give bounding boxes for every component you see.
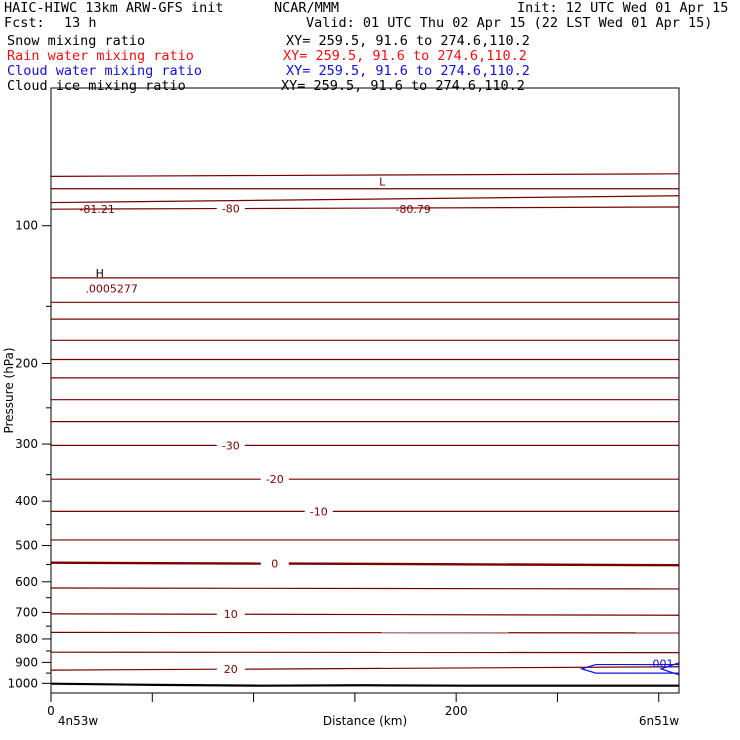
y-axis-label: Pressure (hPa) — [2, 347, 16, 434]
isotherm-line — [51, 588, 679, 589]
isotherm-line — [245, 667, 679, 669]
fcst-label: Fcst: — [4, 15, 45, 31]
x-start-location: 4n53w — [57, 714, 99, 728]
chart-annotations — [51, 175, 679, 685]
isotherm-label: 0 — [271, 557, 279, 571]
x-tick-label: 0 — [47, 704, 55, 718]
field-snow-name: Snow mixing ratio — [7, 33, 146, 49]
field-cloudice-xy: XY= 259.5, 91.6 to 274.6,110.2 — [281, 78, 525, 94]
x-tick-label: 200 — [444, 704, 468, 718]
isotherm-label: -30 — [221, 439, 240, 453]
field-cloudwater-xy: XY= 259.5, 91.6 to 274.6,110.2 — [286, 63, 530, 79]
init-time: Init: 12 UTC Wed 01 Apr 15 — [517, 0, 729, 16]
isotherm-line — [245, 207, 679, 209]
terrain-surface — [51, 684, 679, 686]
model-title: HAIC-HIWC 13km ARW-GFS init — [4, 0, 224, 16]
x-axis-label: Distance (km) — [322, 714, 408, 728]
isotherm-line — [51, 632, 679, 633]
isotherm-line — [51, 174, 679, 177]
y-tick-label: 600 — [15, 574, 38, 589]
x-end-location: 6n51w — [638, 714, 680, 728]
y-tick-label: 200 — [15, 356, 38, 371]
isotherm-line — [245, 614, 679, 615]
field-rain-name: Rain water mixing ratio — [7, 48, 194, 64]
isotherm-line — [51, 669, 217, 670]
fcst-hours: 13 h — [64, 15, 97, 31]
extremum-label: .0005277 — [85, 282, 138, 296]
y-tick-label: 700 — [15, 605, 38, 620]
field-rain-xy: XY= 259.5, 91.6 to 274.6,110.2 — [283, 48, 527, 64]
isotherm-label: -80 — [221, 202, 240, 216]
cloud-water-contour-label: .001 — [649, 657, 674, 671]
org-label: NCAR/MMM — [274, 0, 340, 16]
y-tick-label: 400 — [15, 494, 38, 509]
isotherm-line — [51, 209, 217, 210]
field-cloudice-name: Cloud ice mixing ratio — [7, 78, 186, 94]
temperature-contours — [51, 174, 679, 676]
field-cloudwater-name: Cloud water mixing ratio — [7, 63, 203, 79]
isotherm-line — [51, 563, 261, 564]
isotherm-label: 20 — [223, 663, 238, 677]
isotherm-line — [289, 564, 679, 566]
y-tick-label: 500 — [15, 538, 38, 553]
isotherm-label: -20 — [265, 473, 284, 487]
isotherm-label: -10 — [309, 505, 328, 519]
y-tick-label: 1000 — [7, 676, 38, 691]
extremum-label: -81.21 — [79, 203, 115, 217]
y-tick-label: 100 — [15, 218, 38, 233]
isotherm-label: 10 — [223, 608, 238, 622]
y-tick-label: 900 — [15, 655, 38, 670]
valid-time: Valid: 01 UTC Thu 02 Apr 15 (22 LST Wed 01 Apr 15) — [306, 15, 713, 31]
extremum-label: -80.79 — [395, 203, 431, 217]
extremum-label: L — [379, 175, 386, 189]
field-snow-xy: XY= 259.5, 91.6 to 274.6,110.2 — [286, 33, 530, 49]
y-tick-label: 300 — [15, 437, 38, 452]
isotherm-line — [51, 196, 679, 203]
plot-frame — [51, 88, 679, 693]
y-tick-label: 800 — [15, 631, 38, 646]
extremum-label: H — [95, 267, 104, 281]
